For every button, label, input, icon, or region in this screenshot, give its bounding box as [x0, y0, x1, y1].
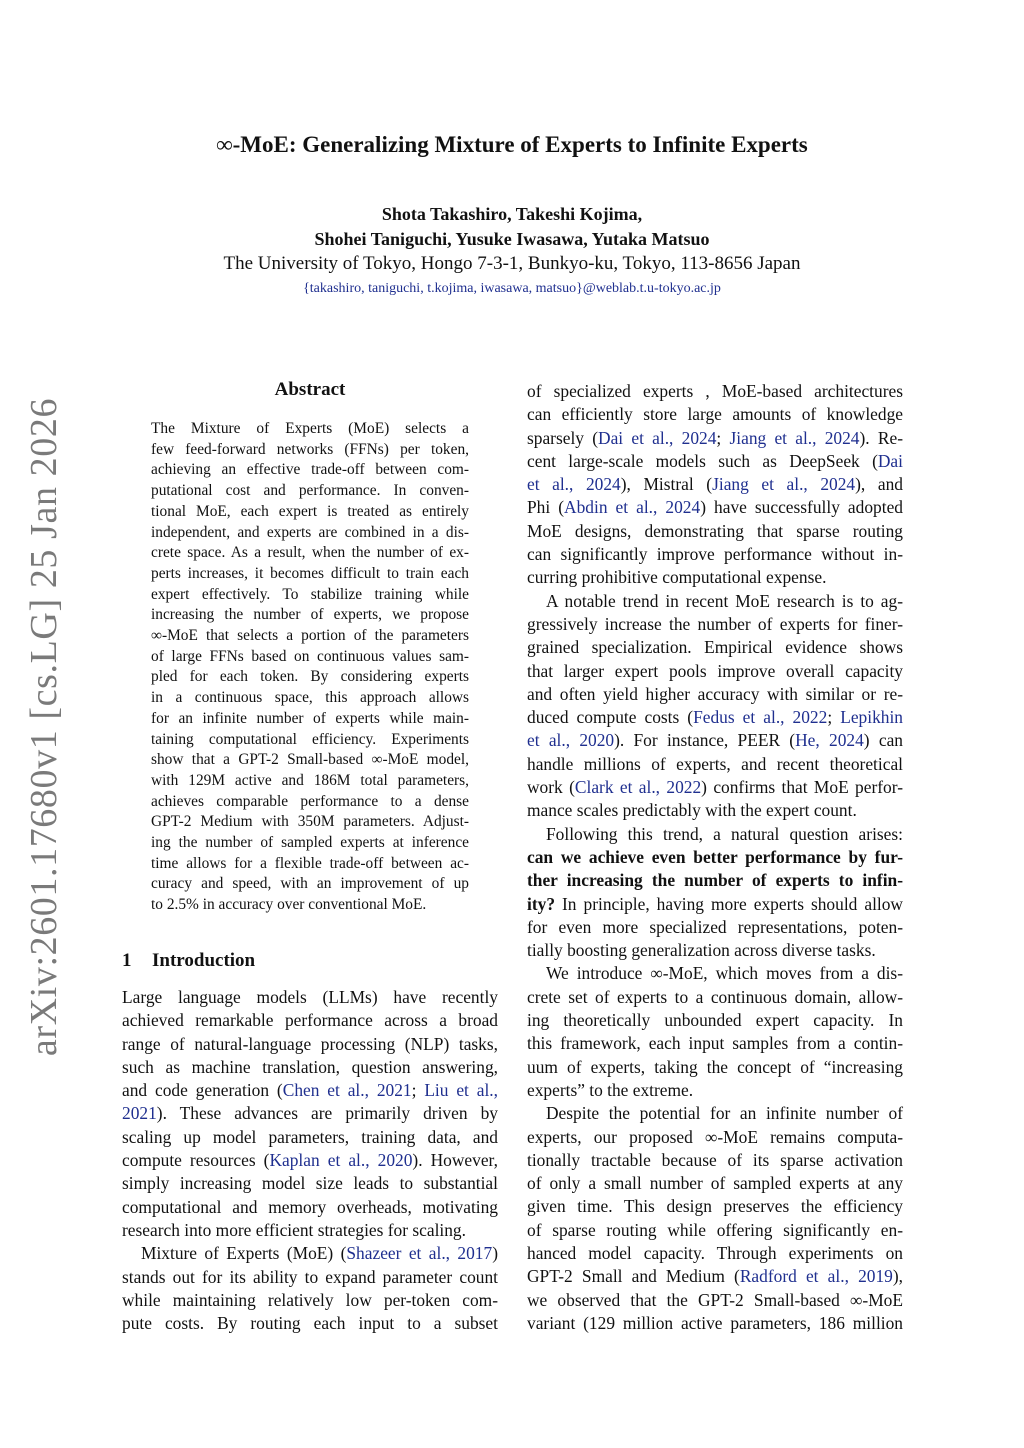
text-line: we observed that the GPT-2 Small-based ∞-MoE	[527, 1289, 903, 1310]
text-line: research into more efficient strategies for scaling.	[122, 1219, 466, 1240]
text-line: Phi (Abdin et al., 2024) have successfully adopted	[527, 497, 903, 518]
text-line: tially boosting generalization across diverse tasks.	[527, 940, 876, 961]
text-line: stands out for its ability to expand parameter count	[122, 1266, 498, 1287]
text-line: mance scales predictably with the expert count.	[527, 800, 857, 821]
paper-title: ∞-MoE: Generalizing Mixture of Experts to Infinite Experts	[216, 132, 808, 157]
arxiv-identifier-stamp	[14, 397, 74, 1057]
text-line: that larger expert pools improve overall capacity	[527, 660, 903, 681]
citation-link[interactable]: Fedus et al., 2022	[693, 707, 828, 728]
text-line: MoE designs, demonstrating that sparse routing	[527, 520, 903, 541]
abstract-line: crete space. As a result, when the number of ex-	[151, 544, 469, 562]
text-line: 2021). These advances are primarily driven by	[122, 1103, 498, 1124]
citation-link[interactable]: Dai et al., 2024	[598, 427, 717, 448]
text-line: can efficiently store large amounts of knowledge	[527, 404, 903, 425]
text-line: while maintaining relatively low per-token com-	[122, 1289, 498, 1310]
text-line: hanced model capacity. Through experiments on	[527, 1242, 903, 1263]
abstract-line: ∞-MoE that selects a portion of the parameters	[151, 627, 469, 645]
abstract-line: achieves comparable performance to a dense	[151, 792, 469, 810]
text-line: pute costs. By routing each input to a subset	[122, 1313, 498, 1334]
text-line: Despite the potential for an infinite number of	[546, 1103, 903, 1124]
text-line: Following this trend, a natural question arises:	[546, 823, 903, 844]
text-line	[527, 846, 903, 869]
research-question: can we achieve even better performance by fur-	[527, 846, 903, 867]
text-line: and often yield higher accuracy with similar or re-	[527, 683, 903, 704]
affiliation: The University of Tokyo, Hongo 7-3-1, Bunkyo-ku, Tokyo, 113-8656 Japan	[223, 253, 801, 274]
citation-link[interactable]: Radford et al., 2019	[739, 1266, 893, 1287]
citation-link[interactable]: Chen et al., 2021	[282, 1080, 412, 1101]
citation-link[interactable]: et al., 2020	[527, 730, 615, 751]
text-line: A notable trend in recent MoE research is to ag-	[546, 590, 903, 611]
text-line: handle millions of experts, and recent theoretical	[527, 753, 903, 774]
text-line: can significantly improve performance without in-	[527, 544, 903, 565]
text-line: experts” to the extreme.	[527, 1079, 694, 1100]
abstract-line: GPT-2 Medium with 350M parameters. Adjust-	[151, 813, 469, 831]
text-line: curring prohibitive computational expense.	[527, 567, 827, 588]
abstract-line: ing the number of sampled experts at inference	[151, 834, 469, 852]
abstract-line: for an infinite number of experts while main-	[151, 709, 469, 727]
text-line: We introduce ∞-MoE, which moves from a dis-	[546, 963, 903, 984]
author-emails[interactable]: {takashiro, taniguchi, t.kojima, iwasawa, matsuo}@weblab.t.u-tokyo.ac.jp	[303, 281, 721, 296]
text-line	[527, 869, 903, 892]
text-line: this framework, each input samples from a contin-	[527, 1033, 903, 1054]
right-column-body	[527, 380, 903, 1335]
citation-link[interactable]: et al., 2024	[527, 474, 621, 495]
text-line: variant (129 million active parameters, 186 million	[527, 1312, 903, 1333]
abstract-line: increasing the number of experts, we propose	[151, 606, 469, 624]
text-line: crete set of experts to a continuous domain, allow-	[527, 986, 903, 1007]
text-line: given time. This design preserves the efficiency	[527, 1196, 903, 1217]
arxiv-identifier-text: arXiv:2601.17680v1 [cs.LG] 25 Jan 2026	[23, 397, 65, 1057]
abstract-heading: Abstract	[274, 379, 346, 400]
abstract-line: to 2.5% in accuracy over conventional MoE.	[151, 896, 427, 914]
citation-link[interactable]: Kaplan et al., 2020	[269, 1150, 413, 1171]
citation-link[interactable]: Dai	[877, 450, 903, 471]
authors-line-1: Shota Takashiro, Takeshi Kojima,	[381, 204, 643, 224]
text-line: achieved remarkable performance across a broad	[122, 1010, 498, 1031]
text-line: range of natural-language processing (NLP) tasks,	[122, 1033, 498, 1054]
authors-line-2: Shohei Taniguchi, Yusuke Iwasawa, Yutaka Matsuo	[314, 229, 710, 249]
citation-link[interactable]: Shazeer et al., 2017	[346, 1243, 493, 1264]
citation-link[interactable]: He, 2024	[795, 730, 864, 751]
citation-link[interactable]: Lepikhin	[840, 707, 903, 728]
research-question: ity?	[527, 893, 556, 914]
text-line: work (Clark et al., 2022) confirms that MoE perfor-	[527, 777, 903, 798]
abstract-line: The Mixture of Experts (MoE) selects a	[151, 420, 469, 437]
text-line: scaling up model parameters, training data, and	[122, 1126, 498, 1147]
text-line: tionally tractable because of its sparse activation	[527, 1149, 903, 1170]
text-line: computational and memory overheads, motivating	[122, 1196, 498, 1217]
section-title: Introduction	[152, 950, 256, 971]
abstract-line: taining computational efficiency. Experiments	[151, 730, 469, 748]
citation-link[interactable]: Jiang et al., 2024	[729, 427, 860, 448]
text-line: grained specialization. Empirical evidence shows	[527, 637, 903, 658]
abstract-line: time allows for a flexible trade-off between ac-	[151, 854, 469, 872]
text-line: for even more specialized representations, poten-	[527, 916, 903, 937]
section-heading-introduction	[122, 950, 255, 972]
abstract-line: expert effectively. To stabilize training while	[151, 585, 469, 603]
text-line: Mixture of Experts (MoE) (Shazeer et al., 2017)	[141, 1243, 498, 1264]
text-line: gressively increase the number of experts for finer-	[527, 613, 903, 634]
abstract-line: perts increases, it becomes difficult to train each	[151, 564, 469, 582]
text-line: sparsely (Dai et al., 2024; Jiang et al., 2024). Re-	[527, 427, 903, 448]
citation-link[interactable]: Liu et al.,	[424, 1080, 498, 1101]
text-line: simply increasing model size leads to substantial	[122, 1173, 498, 1194]
text-line: and code generation (Chen et al., 2021; Liu et al.,	[122, 1080, 498, 1101]
abstract-line: independent, and experts are combined in a dis-	[151, 523, 469, 541]
text-line: duced compute costs (Fedus et al., 2022; Lepikhin	[527, 707, 903, 728]
abstract-body	[151, 419, 469, 916]
left-column-body	[122, 986, 498, 1335]
text-line: et al., 2020). For instance, PEER (He, 2024) can	[527, 730, 903, 751]
citation-link[interactable]: Abdin et al., 2024	[564, 497, 701, 518]
abstract-line: of large FFNs based on continuous values sam-	[151, 647, 469, 665]
abstract-line: with 129M active and 186M total parameters,	[151, 771, 469, 789]
text-line: cent large-scale models such as DeepSeek (Dai	[527, 450, 903, 471]
abstract-line: in a continuous space, this approach allows	[151, 689, 469, 707]
section-number: 1	[122, 950, 132, 971]
abstract-line: pled for each token. By considering experts	[151, 668, 469, 686]
text-line: of only a small number of sampled experts at any	[527, 1173, 903, 1194]
abstract-line: putational cost and performance. In conven-	[151, 482, 469, 500]
text-line: of specialized experts , MoE-based architectures	[527, 381, 903, 401]
text-line: et al., 2024), Mistral (Jiang et al., 2024), and	[527, 474, 903, 495]
text-line: compute resources (Kaplan et al., 2020). However,	[122, 1150, 499, 1171]
abstract-line: tional MoE, each expert is treated as entirely	[151, 502, 469, 520]
text-line: uum of experts, taking the concept of “increasing	[527, 1056, 903, 1077]
abstract-line: curacy and speed, with an improvement of up	[151, 875, 469, 893]
citation-link[interactable]: Jiang et al., 2024	[712, 474, 856, 495]
abstract-line: achieving an effective trade-off between com-	[151, 461, 469, 479]
citation-link[interactable]: 2021	[122, 1103, 157, 1124]
research-question: ther increasing the number of experts to infin-	[527, 870, 903, 891]
text-line: experts, our proposed ∞-MoE remains computa-	[527, 1126, 903, 1147]
abstract-line: show that a GPT-2 Small-based ∞-MoE model,	[151, 751, 469, 769]
text-line: such as machine translation, question answering,	[122, 1056, 498, 1077]
text-line: Large language models (LLMs) have recently	[122, 987, 498, 1007]
text-line: GPT-2 Small and Medium (Radford et al., 2019),	[527, 1266, 904, 1287]
citation-link[interactable]: Clark et al., 2022	[574, 777, 702, 798]
abstract-line: few feed-forward networks (FFNs) per token,	[151, 440, 469, 458]
text-line: ity? In principle, having more experts should allow	[527, 893, 903, 914]
text-line: of sparse routing while offering significantly en-	[527, 1219, 903, 1240]
text-line: ing theoretically unbounded expert capacity. In	[527, 1010, 903, 1031]
